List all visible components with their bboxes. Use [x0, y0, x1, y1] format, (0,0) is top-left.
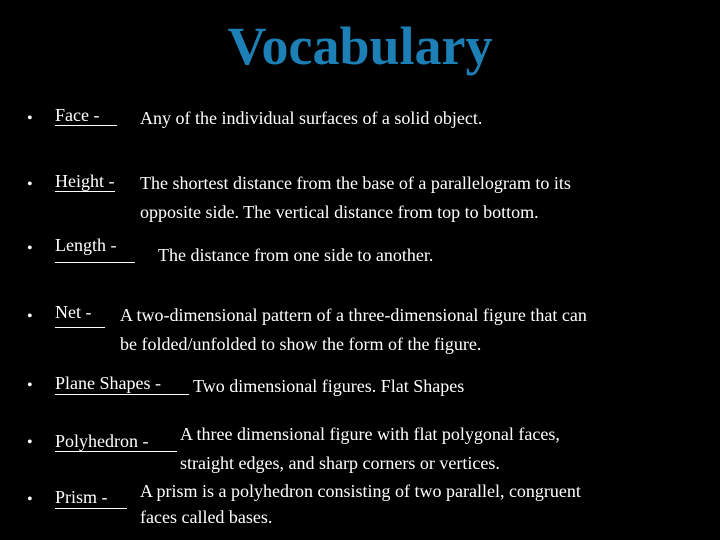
term-polyhedron: Polyhedron -: [55, 431, 149, 451]
definition-length-line-1: The distance from one side to another.: [158, 245, 434, 265]
term-net: Net -: [55, 302, 92, 322]
bullet-plane-shapes: •: [27, 377, 33, 394]
definition-polyhedron-line-1: A three dimensional figure with flat polygonal faces,: [180, 424, 560, 444]
term-prism-underline: [55, 508, 127, 509]
term-face: Face -: [55, 105, 100, 125]
definition-net-line-1: A two-dimensional pattern of a three-dimensional figure that can: [120, 305, 587, 325]
bullet-length: •: [27, 240, 33, 257]
term-face-underline: [55, 125, 117, 126]
term-length: Length -: [55, 235, 117, 255]
definition-plane-shapes-line-1: Two dimensional figures. Flat Shapes: [193, 376, 465, 396]
term-length-underline: [55, 262, 135, 263]
definition-polyhedron-line-2: straight edges, and sharp corners or vertices.: [180, 453, 500, 473]
term-height: Height -: [55, 171, 115, 191]
bullet-face: •: [27, 110, 33, 127]
term-height-underline: [55, 191, 115, 192]
definition-prism-line-1: A prism is a polyhedron consisting of two parallel, congruent: [140, 481, 581, 501]
definition-prism-line-2: faces called bases.: [140, 507, 273, 527]
term-plane-shapes-underline: [55, 394, 189, 395]
bullet-polyhedron: •: [27, 434, 33, 451]
term-prism: Prism -: [55, 487, 108, 507]
definition-height-line-2: opposite side. The vertical distance from top to bottom.: [140, 202, 539, 222]
term-polyhedron-underline: [55, 451, 177, 452]
definition-height-line-1: The shortest distance from the base of a parallelogram to its: [140, 173, 571, 193]
bullet-prism: •: [27, 491, 33, 508]
bullet-height: •: [27, 176, 33, 193]
definition-face-line-1: Any of the individual surfaces of a solid object.: [140, 108, 483, 128]
bullet-net: •: [27, 308, 33, 325]
slide-title: Vocabulary: [227, 16, 493, 76]
definition-net-line-2: be folded/unfolded to show the form of the figure.: [120, 334, 482, 354]
term-net-underline: [55, 327, 105, 328]
term-plane-shapes: Plane Shapes -: [55, 373, 161, 393]
